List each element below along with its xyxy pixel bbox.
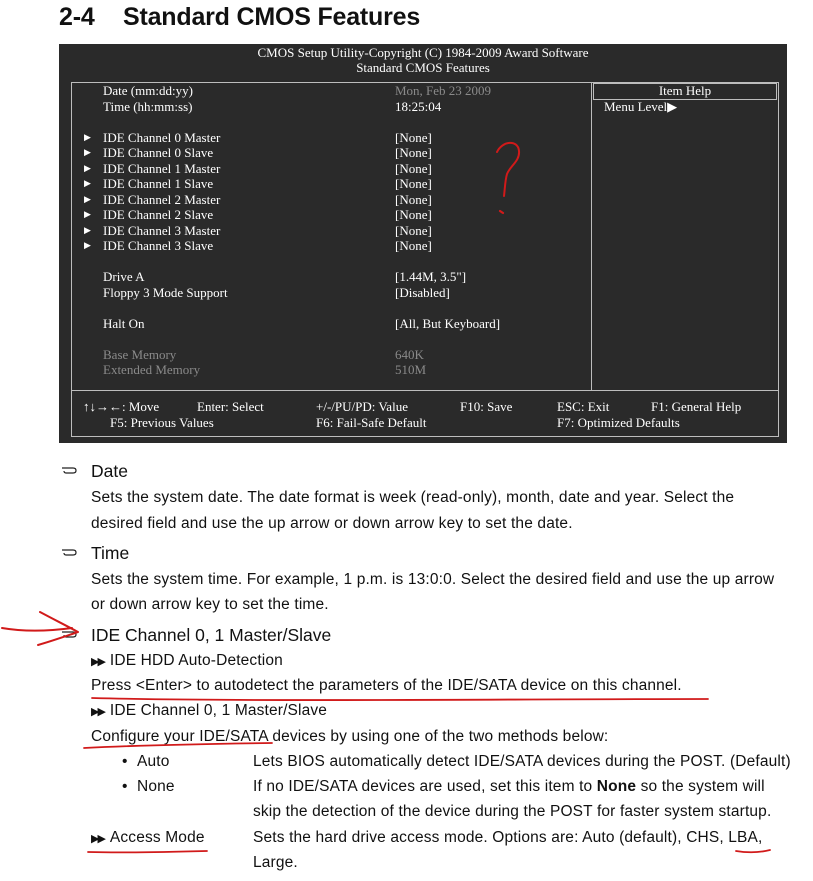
bios-item-ide0-slave[interactable]: IDE Channel 0 Slave [103,145,214,160]
underline-access-mode [88,851,207,852]
key-value: +/-/PU/PD: Value [316,399,408,414]
bios-value-ide2-slave[interactable]: [None] [395,207,432,222]
submenu-arrow-icon: ▶ [84,225,91,235]
key-save: F10: Save [460,399,513,414]
bios-value-halt-on[interactable]: [All, But Keyboard] [395,316,501,331]
ide-master-slave-title: ▶▶ IDE Channel 0, 1 Master/Slave [91,702,328,719]
option-auto-label: Auto [137,753,170,770]
submenu-arrow-icon: ▶ [84,132,91,142]
key-previous-values: F5: Previous Values [110,415,214,430]
key-fail-safe: F6: Fail-Safe Default [316,415,427,430]
key-exit: ESC: Exit [557,399,610,414]
pointing-hand-icon [61,628,81,640]
ide-hdd-auto-detection-text: Press <Enter> to autodetect the parameters of the IDE/SATA device on this channel. [91,677,682,694]
bios-divider [591,82,592,390]
date-description-line2: desired field and use the up arrow or down arrow key to set the date. [91,515,573,532]
bios-value-extended-memory: 510M [395,362,427,377]
access-mode-title: ▶▶ Access Mode [91,829,205,846]
ide-master-slave-text: Configure your IDE/SATA devices by using one of the two methods below: [91,728,609,745]
section-number: 2-4 [59,3,95,31]
access-mode-text: Sets the hard drive access mode. Options are: Auto (default), CHS, LBA, [253,829,763,846]
option-auto-text: Lets BIOS automatically detect IDE/SATA devices during the POST. (Default) [253,753,791,770]
bios-value-ide0-slave[interactable]: [None] [395,145,432,160]
submenu-arrow-icon: ▶ [84,209,91,219]
submenu-arrow-icon: ▶ [84,240,91,250]
key-select: Enter: Select [197,399,264,414]
bios-item-ide1-master[interactable]: IDE Channel 1 Master [103,161,221,176]
key-optimized: F7: Optimized Defaults [557,415,680,430]
bios-value-ide3-slave[interactable]: [None] [395,238,432,253]
pointing-hand-icon [61,546,81,558]
bios-value-ide2-master[interactable]: [None] [395,192,432,207]
key-move: ↑↓→←: Move [83,399,160,414]
bios-value-drive-a[interactable]: [1.44M, 3.5"] [395,269,467,284]
submenu-arrow-icon: ▶ [84,178,91,188]
bios-item-ide3-master[interactable]: IDE Channel 3 Master [103,223,221,238]
bios-value-base-memory: 640K [395,347,424,362]
bullet-icon: • [122,778,128,795]
time-description-line1: Sets the system time. For example, 1 p.m. is 13:0:0. Select the desired field and use the up arrow [91,571,775,588]
bios-value-time[interactable]: 18:25:04 [395,99,442,114]
option-none-text-line2: skip the detection of the device during the POST for faster system startup. [253,803,772,820]
submenu-arrow-icon: ▶ [84,194,91,204]
bios-item-date[interactable]: Date (mm:dd:yy) [103,83,193,98]
date-heading: Date [91,461,128,481]
option-none-label: None [137,778,175,795]
bios-item-time[interactable]: Time (hh:mm:ss) [103,99,193,114]
section-heading: Standard CMOS Features [123,3,421,31]
bios-value-ide0-master[interactable]: [None] [395,130,432,145]
pointing-hand-icon [61,464,81,476]
fast-forward-icon: ▶▶ [91,706,104,718]
bios-screen [59,44,787,443]
underline-lba [736,850,770,852]
bullet-icon: • [122,753,128,770]
bios-value-ide1-slave[interactable]: [None] [395,176,432,191]
submenu-arrow-icon: ▶ [84,147,91,157]
bios-item-halt-on[interactable]: Halt On [103,316,145,331]
fast-forward-icon: ▶▶ [91,656,104,668]
bios-value-floppy-mode[interactable]: [Disabled] [395,285,450,300]
bios-item-ide2-slave[interactable]: IDE Channel 2 Slave [103,207,214,222]
submenu-arrow-icon: ▶ [84,163,91,173]
date-description-line1: Sets the system date. The date format is week (read-only), month, date and year. Select the [91,489,735,506]
bios-value-ide3-master[interactable]: [None] [395,223,432,238]
fast-forward-icon: ▶▶ [91,833,104,845]
bios-header-title: Standard CMOS Features [356,60,490,75]
bios-item-ide3-slave[interactable]: IDE Channel 3 Slave [103,238,214,253]
underline-autodetect [92,698,708,700]
key-general-help: F1: General Help [651,399,742,414]
bios-divider [71,390,778,391]
time-description-line2: or down arrow key to set the time. [91,596,329,613]
bios-item-extended-memory: Extended Memory [103,362,201,377]
option-none-text: If no IDE/SATA devices are used, set this item to None so the system will [253,778,765,795]
ide-hdd-auto-detection-title: ▶▶ IDE HDD Auto-Detection [91,652,283,669]
time-heading: Time [91,543,130,563]
menu-level: Menu Level▶ [604,99,678,114]
ide-heading: IDE Channel 0, 1 Master/Slave [91,625,332,645]
bios-value-ide1-master[interactable]: [None] [395,161,432,176]
bios-value-date[interactable]: Mon, Feb 23 2009 [395,83,492,98]
bios-item-ide2-master[interactable]: IDE Channel 2 Master [103,192,221,207]
bios-header-copyright: CMOS Setup Utility-Copyright (C) 1984-2009 Award Software [257,45,589,60]
bios-item-drive-a[interactable]: Drive A [103,269,145,284]
bios-item-ide0-master[interactable]: IDE Channel 0 Master [103,130,221,145]
bios-item-floppy-mode[interactable]: Floppy 3 Mode Support [103,285,228,300]
item-help-title: Item Help [593,83,777,100]
bios-item-base-memory: Base Memory [103,347,177,362]
access-mode-text-line2: Large. [253,854,298,871]
section-title [59,3,420,32]
bios-item-ide1-slave[interactable]: IDE Channel 1 Slave [103,176,214,191]
